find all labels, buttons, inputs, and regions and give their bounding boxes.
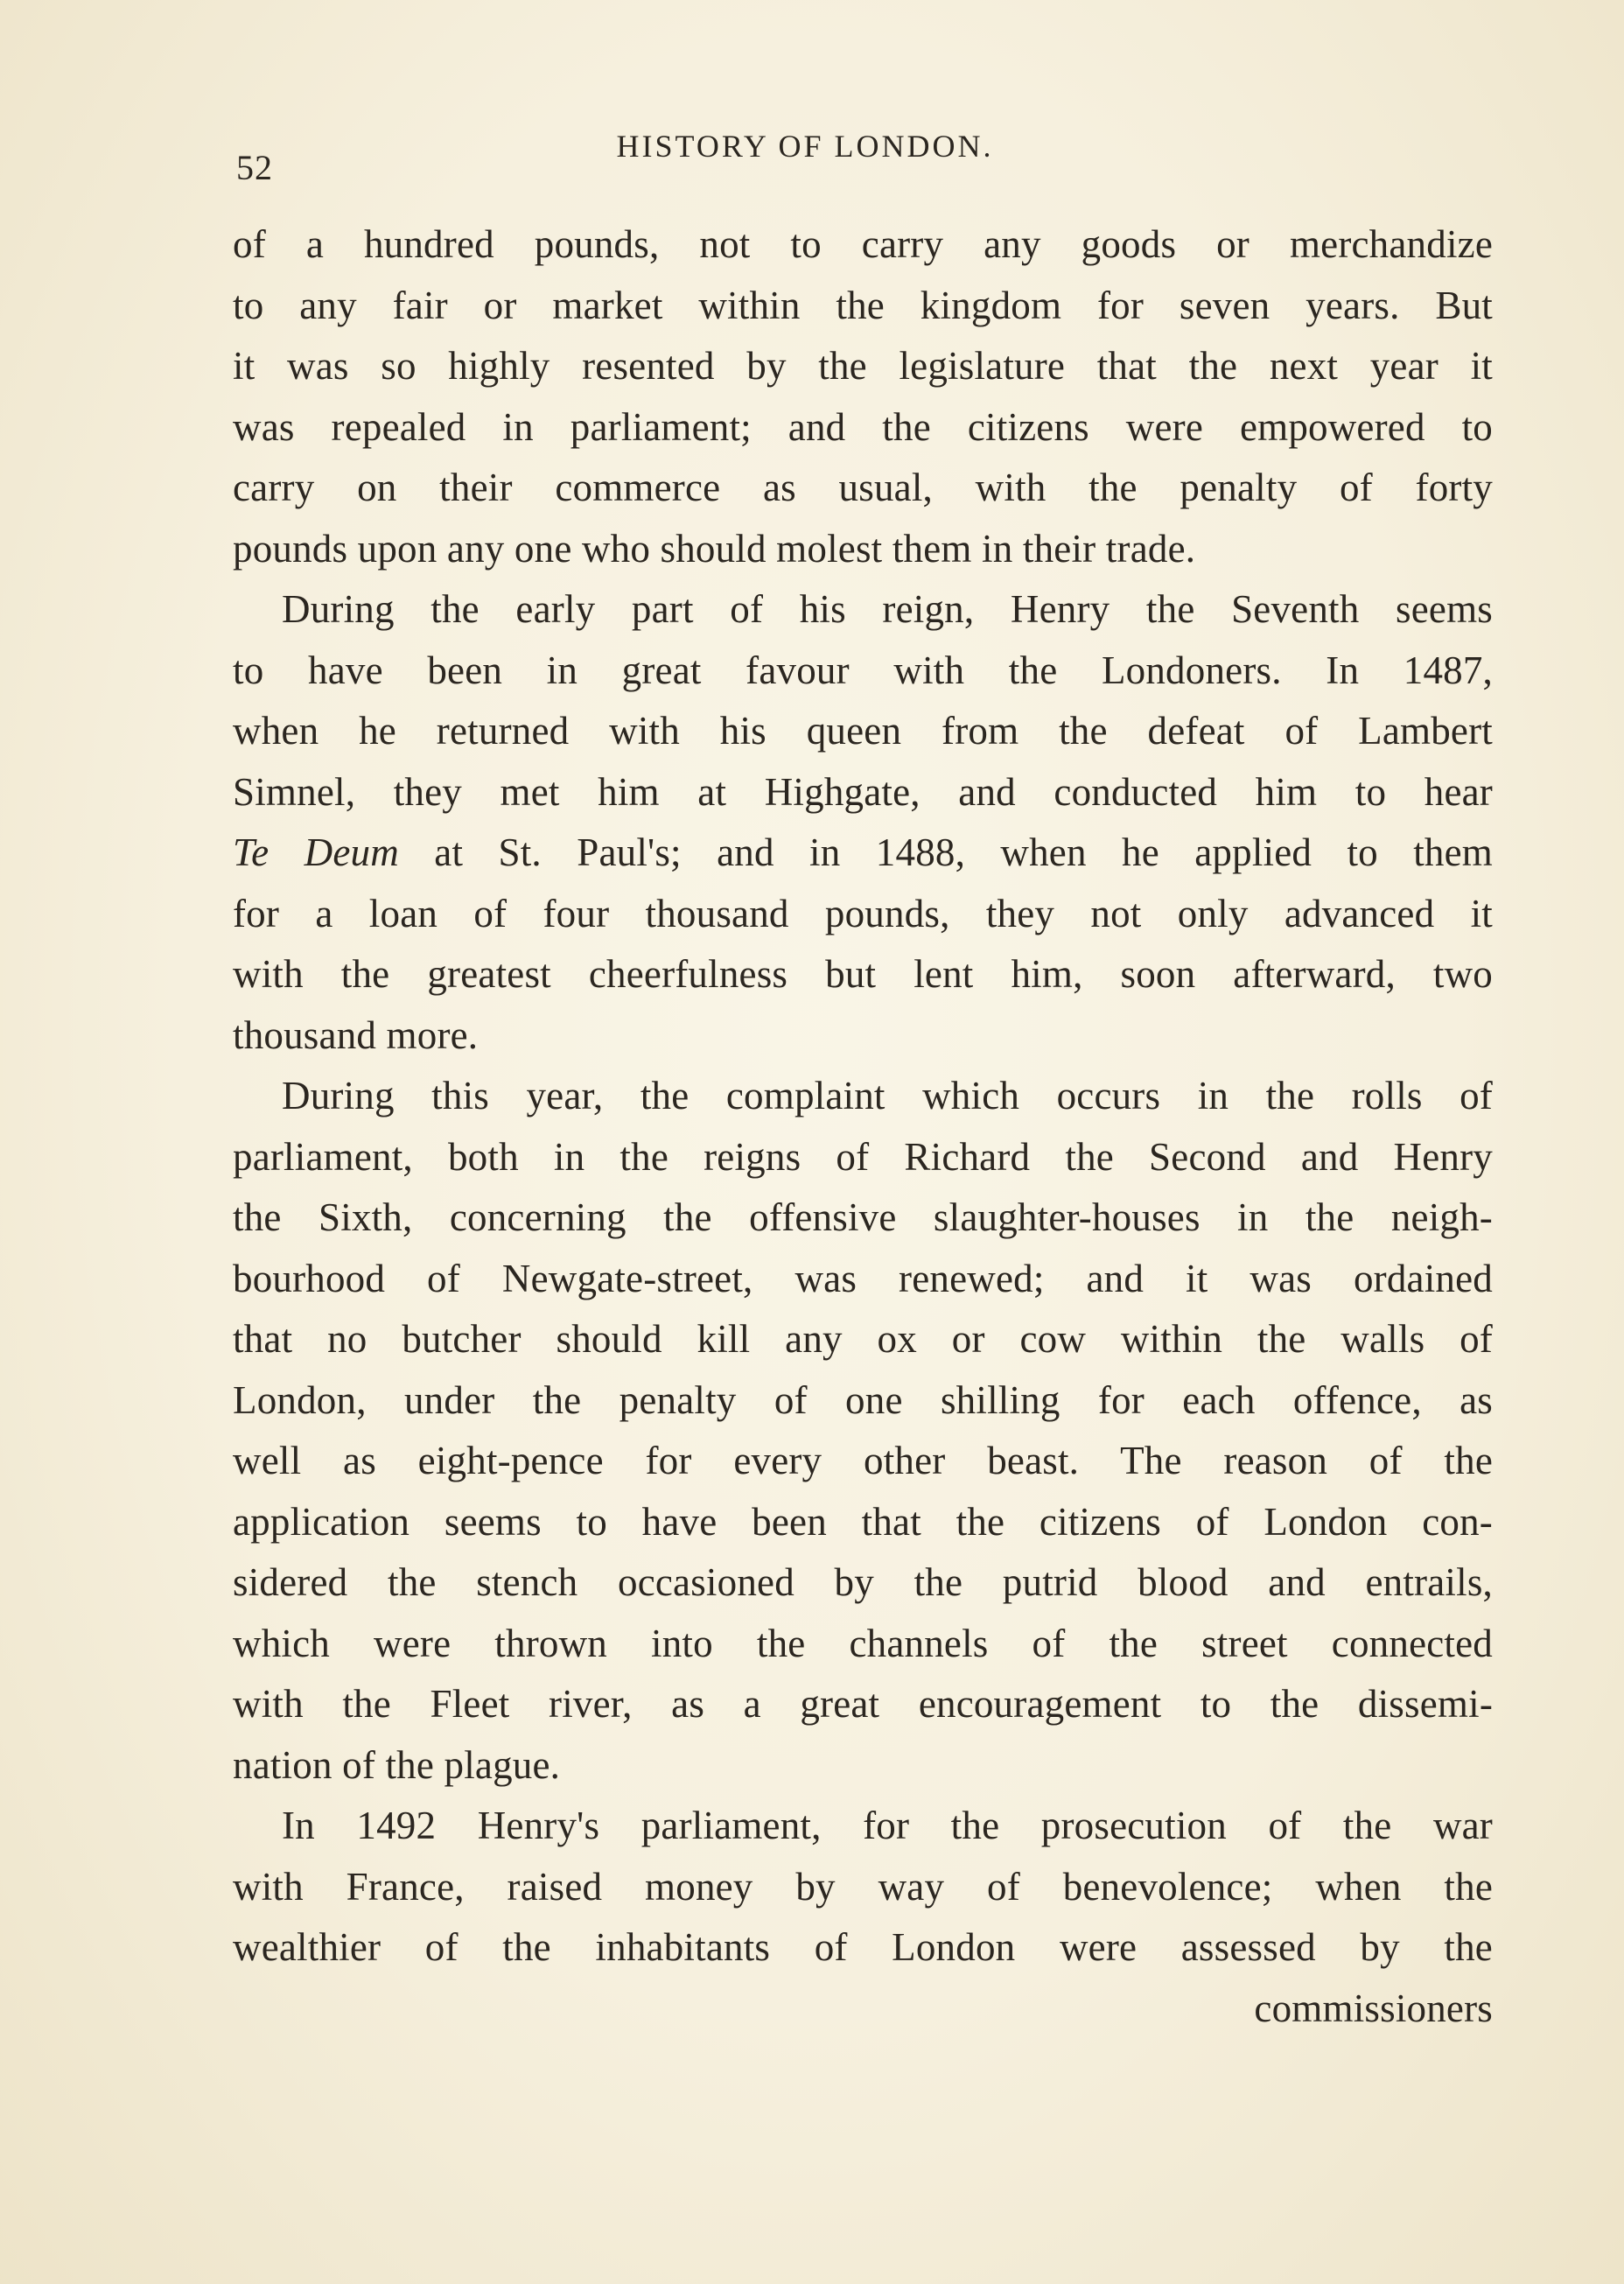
text-line: when he returned with his queen from the defeat of Lambert: [233, 709, 1493, 753]
text-line: with France, raised money by way of benevolence; when the: [233, 1864, 1493, 1909]
text-line: Simnel, they met him at Highgate, and conducted him to hear: [233, 769, 1493, 814]
text-line: of a hundred pounds, not to carry any goods or merchandize: [233, 222, 1493, 266]
text-line: the Sixth, concerning the offensive slaughter-houses in the neigh-: [233, 1195, 1493, 1239]
italic-phrase: Te Deum: [233, 830, 399, 874]
text-line: which were thrown into the channels of the street connected: [233, 1621, 1493, 1665]
text-line: was repealed in parliament; and the citizens were empowered to: [233, 404, 1493, 449]
catchword: commissioners: [1254, 1986, 1493, 2030]
text-line: it was so highly resented by the legislature that the next year it: [233, 344, 1493, 388]
text-line: bourhood of Newgate-street, was renewed; and it was ordained: [233, 1256, 1493, 1300]
text-line: sidered the stench occasioned by the putrid blood and entrails,: [233, 1560, 1493, 1604]
text-line: well as eight-pence for every other beast. The reason of the: [233, 1439, 1493, 1482]
text-line: pounds upon any one who should molest them in their trade.: [233, 526, 1196, 571]
text-line-with-italic: [233, 823, 1493, 884]
text-line: nation of the plague.: [233, 1742, 561, 1787]
text-line: to have been in great favour with the Londoners. In 1487,: [233, 648, 1493, 692]
text-line-rest: at St. Paul's; and in 1488, when he applied to them: [434, 830, 1493, 874]
body-text: [233, 214, 1493, 2039]
text-line: thousand more.: [233, 1012, 479, 1057]
page-number: 52: [236, 148, 273, 187]
text-line: London, under the penalty of one shilling for each offence, as: [233, 1377, 1493, 1422]
text-line: In 1492 Henry's parliament, for the prosecution of the war: [282, 1804, 1493, 1847]
text-line: application seems to have been that the citizens of London con-: [233, 1499, 1493, 1544]
text-line: During the early part of his reign, Henry the Seventh seems: [282, 587, 1493, 631]
text-line: with the greatest cheerfulness but lent him, soon afterward, two: [233, 952, 1493, 996]
text-line: carry on their commerce as usual, with the penalty of forty: [233, 466, 1493, 509]
text-line: During this year, the complaint which occurs in the rolls of: [282, 1074, 1493, 1117]
text-line: parliament, both in the reigns of Richard the Second and Henry: [233, 1134, 1493, 1179]
running-title: HISTORY OF LONDON.: [616, 129, 994, 164]
text-line: wealthier of the inhabitants of London were assessed by the: [233, 1925, 1493, 1969]
running-head: [236, 123, 1496, 187]
text-line: that no butcher should kill any ox or cow within the walls of: [233, 1317, 1493, 1361]
text-line: to any fair or market within the kingdom for seven years. But: [233, 283, 1493, 327]
text-line: for a loan of four thousand pounds, they not only advanced it: [233, 891, 1493, 935]
text-line: with the Fleet river, as a great encouragement to the dissemi-: [233, 1682, 1493, 1726]
